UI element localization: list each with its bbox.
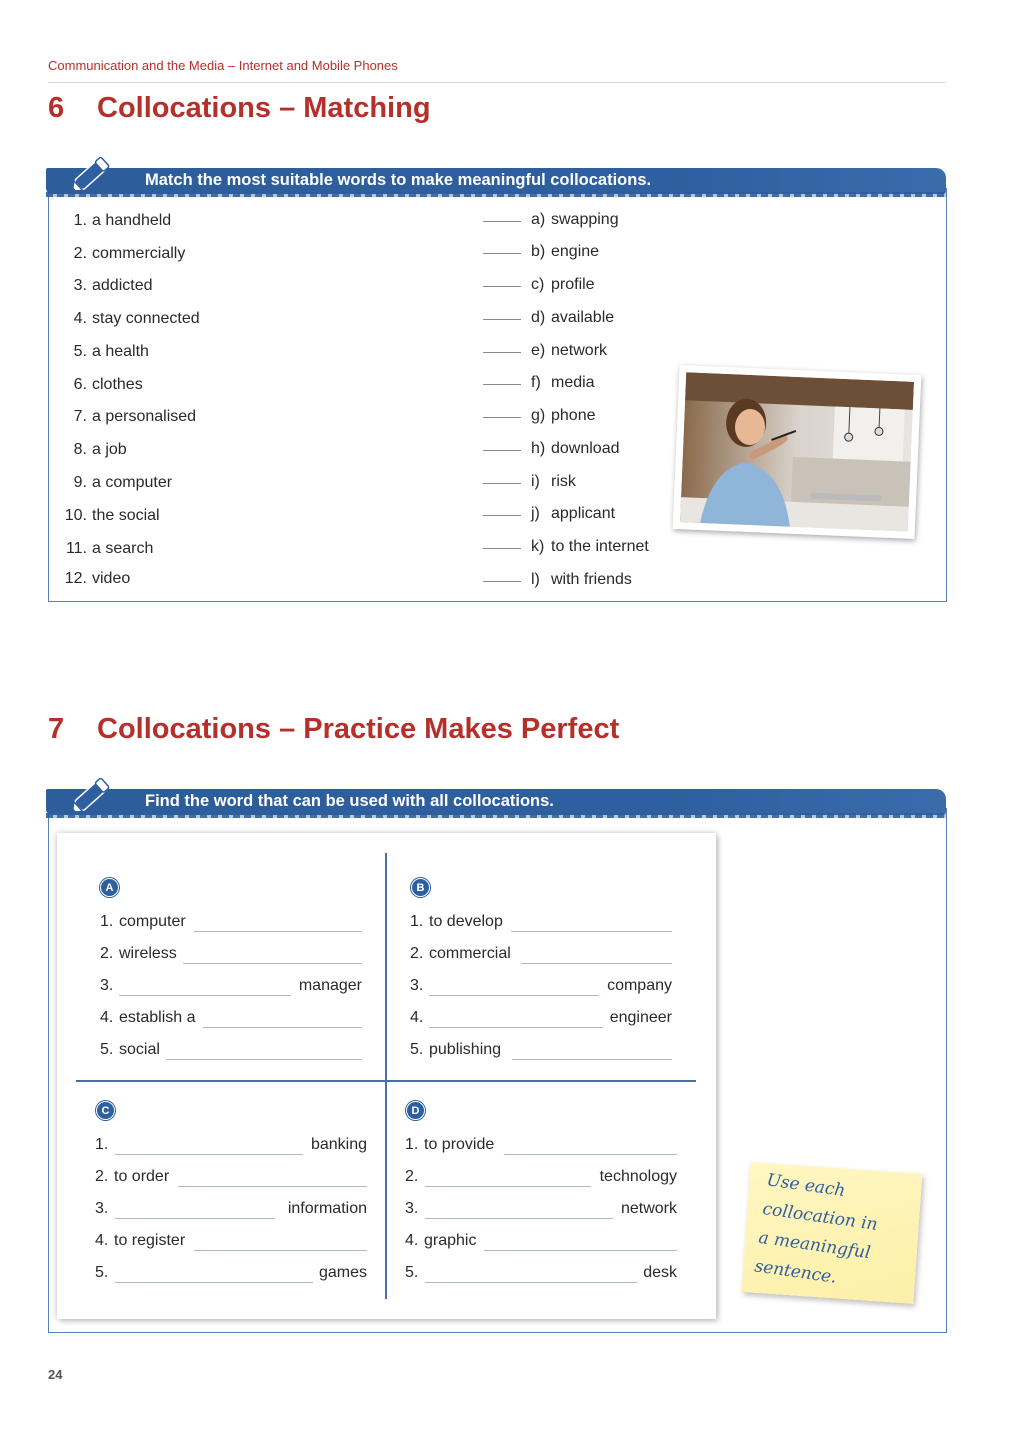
group-a-item-4[interactable]: 4. establish a [100, 1009, 362, 1031]
card-divider-vertical [385, 853, 387, 1299]
list-item[interactable]: k) to the internet [483, 538, 649, 556]
group-b-item-5[interactable]: 5. publishing [410, 1041, 672, 1063]
group-b-item-3[interactable]: 3. company [410, 977, 672, 994]
answer-blank [483, 221, 521, 222]
section-6-instruction-banner [46, 168, 946, 194]
answer-line [194, 1250, 367, 1251]
answer-blank [483, 319, 521, 320]
list-item: 11. a search [65, 540, 154, 557]
group-c-item-4[interactable]: 4. to register [95, 1232, 367, 1254]
list-item[interactable]: g) phone [483, 407, 596, 425]
answer-blank [483, 515, 521, 516]
answer-blank [483, 253, 521, 254]
list-item[interactable]: a) swapping [483, 211, 619, 229]
answer-line [425, 1186, 591, 1187]
list-item[interactable]: e) network [483, 342, 607, 360]
card-divider-horizontal [76, 1080, 696, 1082]
group-b-item-2[interactable]: 2. commercial [410, 945, 672, 967]
photo-woman-thinking [673, 365, 922, 539]
list-item[interactable]: c) profile [483, 276, 595, 294]
list-item: 6. clothes [73, 376, 143, 393]
answer-line [521, 963, 672, 964]
answer-line [429, 1027, 603, 1028]
answer-line [115, 1282, 313, 1283]
answer-line [512, 1059, 672, 1060]
answer-line [166, 1059, 362, 1060]
group-d-item-3[interactable]: 3. network [405, 1200, 677, 1217]
sticky-note [742, 1162, 923, 1304]
section-7-instruction: Find the word that can be used with all collocations. [145, 792, 554, 810]
list-item: 10. the social [64, 507, 160, 524]
group-b-badge: B [411, 878, 430, 897]
section-6-instruction: Match the most suitable words to make meaningful collocations. [145, 171, 652, 189]
answer-blank [483, 548, 521, 549]
answer-blank [483, 483, 521, 484]
sticky-note-text: Use each collocation in a meaningful sentence. [753, 1170, 879, 1288]
group-c-badge: C [96, 1101, 115, 1120]
list-item[interactable]: j) applicant [483, 505, 615, 523]
group-c-item-1[interactable]: 1. banking [95, 1136, 367, 1153]
group-a-item-3[interactable]: 3. manager [100, 977, 362, 994]
answer-line [425, 1218, 613, 1219]
group-d-badge: D [406, 1101, 425, 1120]
answer-line [194, 931, 362, 932]
group-c-item-3[interactable]: 3. information [95, 1200, 367, 1217]
list-item: 4. stay connected [73, 310, 200, 327]
group-a-item-5[interactable]: 5. social [100, 1041, 362, 1063]
group-d-item-2[interactable]: 2. technology [405, 1168, 677, 1185]
group-a-item-2[interactable]: 2. wireless [100, 945, 362, 967]
group-b-item-4[interactable]: 4. engineer [410, 1009, 672, 1026]
answer-line [511, 931, 672, 932]
answer-line [203, 1027, 362, 1028]
group-a-item-1[interactable]: 1. computer [100, 913, 362, 935]
section-7-title [48, 713, 619, 746]
answer-blank [483, 450, 521, 451]
group-d-item-1[interactable]: 1. to provide [405, 1136, 677, 1158]
answer-line [429, 995, 599, 996]
running-head: Communication and the Media – Internet and Mobile Phones [48, 58, 398, 73]
list-item: 8. a job [73, 441, 127, 458]
list-item: 12. video [64, 570, 131, 587]
page-number: 24 [48, 1367, 63, 1382]
answer-blank [483, 417, 521, 418]
answer-blank [483, 352, 521, 353]
list-item: 7. a personalised [73, 408, 197, 425]
section-6-number: 6 [48, 92, 65, 124]
answer-line [425, 1282, 637, 1283]
answer-line [484, 1250, 677, 1251]
answer-line [183, 963, 362, 964]
section-6-title [48, 92, 431, 125]
answer-line [115, 1218, 275, 1219]
answer-blank [483, 384, 521, 385]
list-item: 9. a computer [73, 474, 173, 491]
group-a-badge: A [100, 878, 119, 897]
list-item: 1. a handheld [73, 212, 172, 229]
list-item[interactable]: i) risk [483, 473, 576, 491]
pen-icon [66, 771, 118, 819]
group-c-item-5[interactable]: 5. games [95, 1264, 367, 1281]
answer-blank [483, 286, 521, 287]
section-7-instruction-banner [46, 789, 946, 815]
list-item: 5. a health [73, 343, 149, 360]
group-c-item-2[interactable]: 2. to order [95, 1168, 367, 1190]
group-d-item-4[interactable]: 4. graphic [405, 1232, 677, 1254]
group-d-item-5[interactable]: 5. desk [405, 1264, 677, 1281]
list-item[interactable]: h) download [483, 440, 620, 458]
answer-line [115, 1154, 303, 1155]
list-item[interactable]: l) with friends [483, 571, 632, 589]
list-item[interactable]: f) media [483, 374, 595, 392]
section-7-heading: Collocations – Practice Makes Perfect [97, 713, 620, 745]
list-item[interactable]: d) available [483, 309, 614, 327]
list-item: 3. addicted [73, 277, 153, 294]
list-item: 2. commercially [73, 245, 186, 262]
header-rule [48, 82, 946, 83]
answer-line [178, 1186, 367, 1187]
group-b-item-1[interactable]: 1. to develop [410, 913, 672, 935]
answer-line [504, 1154, 677, 1155]
list-item[interactable]: b) engine [483, 243, 599, 261]
answer-blank [483, 581, 521, 582]
answer-line [119, 995, 291, 996]
section-7-number: 7 [48, 713, 65, 745]
section-6-heading: Collocations – Matching [97, 92, 431, 124]
pen-icon [66, 150, 118, 198]
